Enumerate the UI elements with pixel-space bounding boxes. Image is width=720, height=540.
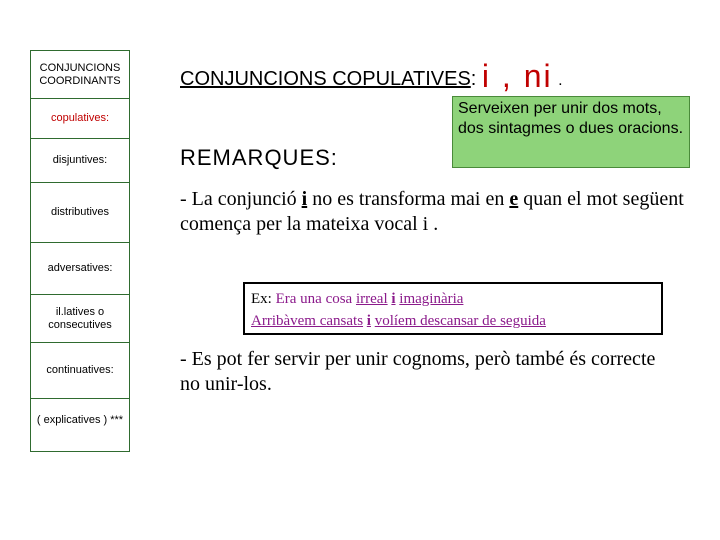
- remark-1-a: - La conjunció: [180, 188, 302, 210]
- remark-1-i: i: [301, 188, 308, 210]
- remark-1: [180, 187, 700, 237]
- example-1-i: i: [391, 291, 396, 307]
- title-dot: .: [558, 72, 563, 89]
- example-2-i: i: [366, 313, 371, 329]
- remark-1-c: quan el mot següent comença per la mateixa vocal i .: [180, 188, 684, 235]
- sidebar-item-copulatives[interactable]: copulatives:: [31, 99, 129, 139]
- sidebar-item-continuatives[interactable]: continuatives:: [31, 343, 129, 399]
- example-1-b: irreal: [355, 291, 388, 307]
- example-line-2: [251, 310, 655, 332]
- example-line-1: [251, 288, 655, 310]
- page-title: [180, 56, 563, 93]
- example-1-a: Era una cosa: [275, 291, 356, 307]
- sidebar-item-explicatives[interactable]: ( explicatives ) ***: [36, 413, 124, 426]
- remark-1-b: no es transforma mai en: [307, 188, 510, 210]
- title-conjunctions: i , ni: [481, 58, 553, 94]
- sidebar-item-adversatives[interactable]: adversatives:: [31, 243, 129, 295]
- example-prefix: Ex:: [251, 291, 276, 307]
- conjunction-types-sidebar: [30, 50, 130, 452]
- remark-2: - Es pot fer servir per unir cognoms, però també és correcte no unir-los.: [180, 348, 656, 395]
- sidebar-header: CONJUNCIONS COORDINANTS: [31, 51, 129, 99]
- remarques-heading: REMARQUES:: [180, 145, 338, 170]
- sidebar-item-illatives[interactable]: il.latives o consecutives: [31, 295, 129, 343]
- example-2-d: volíem descansar de seguida: [374, 313, 546, 329]
- sidebar-item-distributives[interactable]: distributives: [31, 183, 129, 243]
- sidebar-item-disjuntives[interactable]: disjuntives:: [31, 139, 129, 183]
- example-box: [243, 282, 663, 335]
- example-2-a: Arribàvem cansats: [251, 313, 364, 329]
- example-1-e: imaginària: [399, 291, 464, 307]
- remark-1-e: e: [509, 188, 519, 210]
- title-label: CONJUNCIONS COPULATIVES: [180, 68, 471, 90]
- definition-box: Serveixen per unir dos mots, dos sintagmes o dues oracions.: [452, 96, 690, 168]
- title-colon: :: [470, 68, 477, 90]
